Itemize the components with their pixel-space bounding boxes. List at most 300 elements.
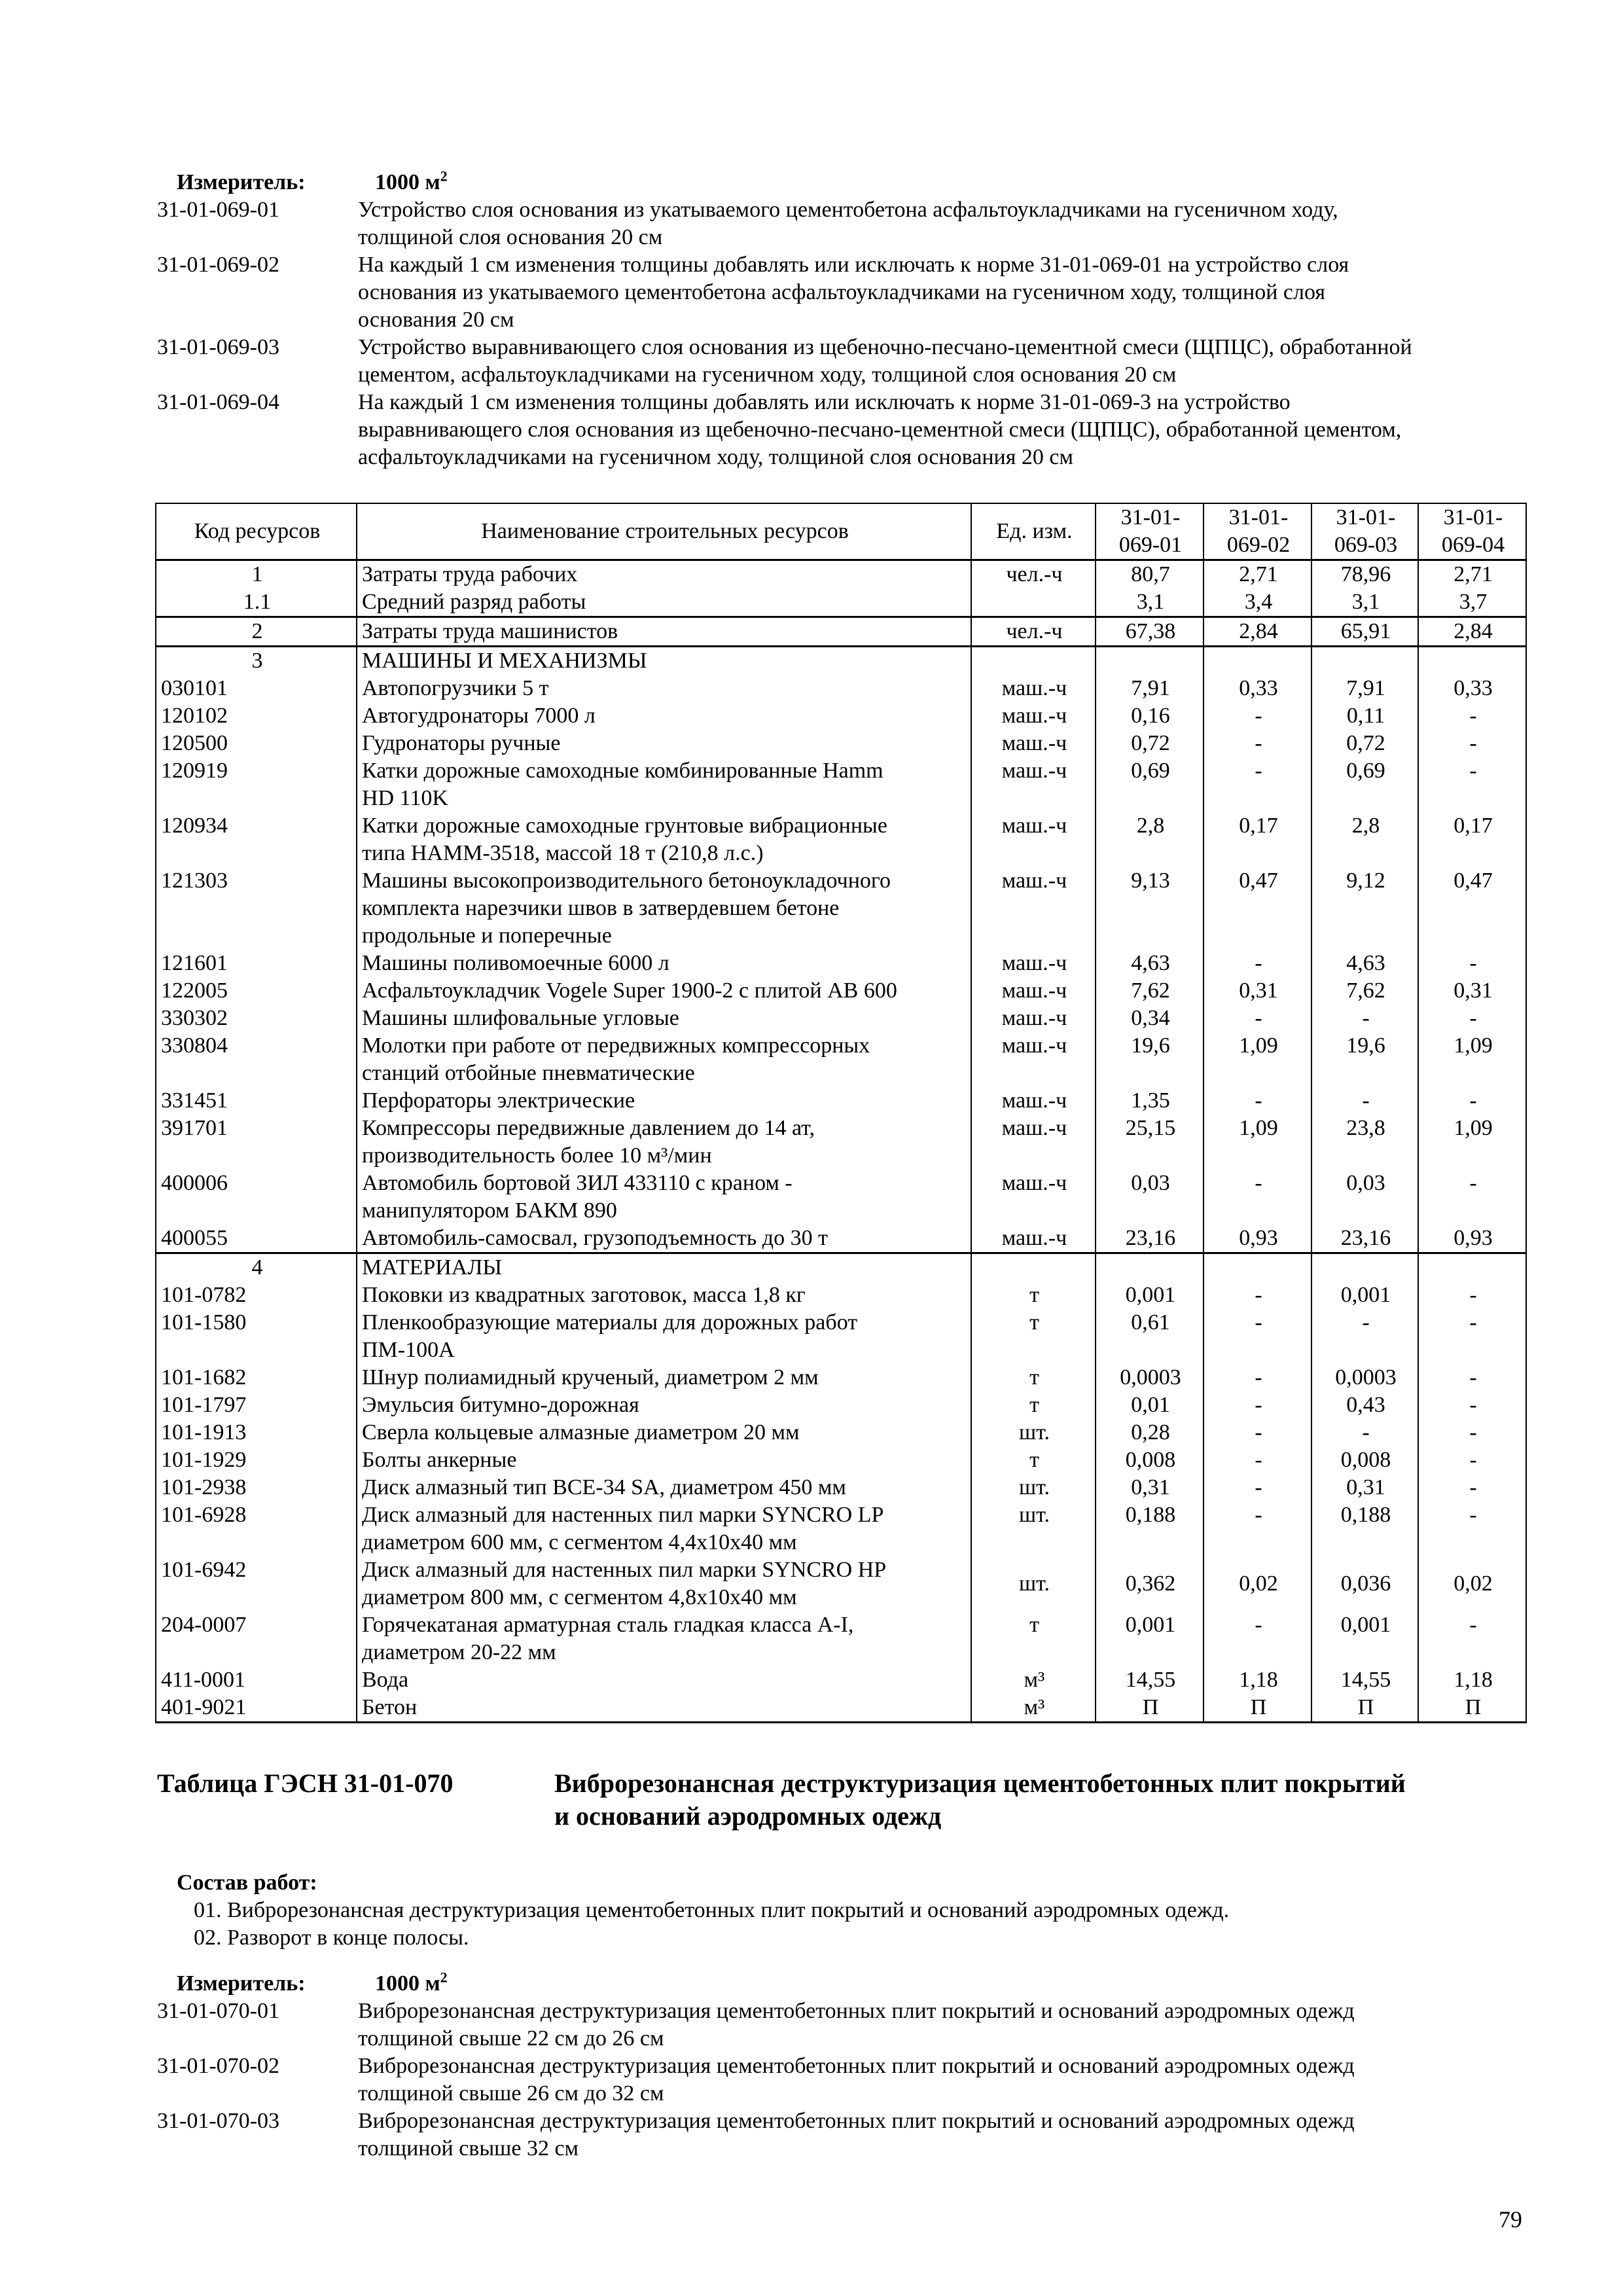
resource-value: -	[1311, 1419, 1418, 1446]
resource-value: -	[1418, 1446, 1526, 1474]
norm-entry	[157, 196, 1510, 251]
table-row	[156, 1087, 1526, 1115]
resource-value: 0,11	[1311, 702, 1418, 730]
resource-name-line: Пленкообразующие материалы для дорожных работ	[362, 1310, 858, 1335]
resource-value: 1,18	[1418, 1666, 1526, 1694]
resource-code: 2	[156, 617, 357, 647]
resource-unit: т	[971, 1446, 1096, 1474]
resource-name	[357, 588, 971, 617]
resource-value: 0,43	[1311, 1391, 1418, 1419]
resource-value: 2,84	[1418, 617, 1526, 647]
resource-unit: маш.-ч	[971, 950, 1096, 977]
resource-code: 120919	[156, 757, 357, 812]
resource-value: 0,188	[1311, 1501, 1418, 1556]
norm-code: 31-01-069-04	[157, 390, 279, 414]
resource-name	[357, 1253, 971, 1282]
resource-value: П	[1418, 1694, 1526, 1723]
resource-unit: шт.	[971, 1474, 1096, 1501]
resource-name-line: диаметром 20-22 мм	[362, 1640, 556, 1664]
resource-value: 3,1	[1096, 588, 1204, 617]
table-row	[156, 812, 1526, 867]
work-item: 01. Виброрезонансная деструктуризация цементобетонных плит покрытий и оснований аэродромных одежд.	[194, 1898, 1230, 1922]
resource-value: 1,09	[1418, 1032, 1526, 1087]
resource-name-line: Автопогрузчики 5 т	[362, 676, 549, 700]
resource-value: -	[1204, 757, 1311, 812]
measure-row	[157, 1970, 1510, 1998]
header-code: Код ресурсов	[156, 503, 357, 560]
resource-name-line: Диск алмазный для настенных пил марки SYNCRO HP	[362, 1558, 887, 1582]
resource-value: -	[1204, 1611, 1311, 1666]
resource-code: 101-6942	[156, 1556, 357, 1611]
resource-value: -	[1204, 1364, 1311, 1391]
resource-unit: т	[971, 1611, 1096, 1666]
description-line: На каждый 1 см изменения толщины добавлять или исключать к норме 31-01-069-3 на устройство	[358, 390, 1291, 414]
work-composition-heading: Состав работ:	[177, 1871, 317, 1895]
resource-name-line: Затраты труда машинистов	[362, 619, 618, 643]
resource-value: 14,55	[1311, 1666, 1418, 1694]
resource-code: 1.1	[156, 588, 357, 617]
table-row	[156, 1694, 1526, 1723]
norm-entry	[157, 1998, 1510, 2053]
norm-code: 31-01-070-03	[157, 2109, 279, 2133]
resource-value: -	[1204, 730, 1311, 757]
resource-name-line: Эмульсия битумно-дорожная	[362, 1393, 639, 1417]
description-line: асфальтоукладчиками на гусеничном ходу, толщиной слоя основания 20 см	[358, 445, 1073, 469]
resource-name-line: Бетон	[362, 1695, 418, 1719]
resource-value: 0,33	[1204, 675, 1311, 702]
resources-body	[156, 560, 1526, 1723]
resource-value: 19,6	[1311, 1032, 1418, 1087]
page-number: 79	[1499, 2206, 1522, 2233]
resource-value: -	[1311, 1087, 1418, 1115]
resource-value: 2,71	[1204, 560, 1311, 589]
table-row	[156, 675, 1526, 702]
norm-description	[358, 334, 1510, 389]
description-line: Виброрезонансная деструктуризация цементобетонных плит покрытий и оснований аэродромных одежд	[358, 1999, 1355, 2023]
resource-name	[357, 950, 971, 977]
table-row	[156, 730, 1526, 757]
resource-unit: маш.-ч	[971, 702, 1096, 730]
resource-unit: маш.-ч	[971, 1032, 1096, 1087]
resource-value: 0,001	[1311, 1611, 1418, 1666]
header-col-1: 31-01- 069-01	[1096, 503, 1204, 560]
resource-code: 401-9021	[156, 1694, 357, 1723]
resource-name	[357, 560, 971, 589]
resource-value: 0,31	[1096, 1474, 1204, 1501]
resource-value: 0,34	[1096, 1005, 1204, 1032]
resource-name-line: Поковки из квадратных заготовок, масса 1,8 кг	[362, 1283, 806, 1307]
resource-value: -	[1418, 1005, 1526, 1032]
resource-value: 0,036	[1311, 1556, 1418, 1611]
resource-name	[357, 1087, 971, 1115]
resource-value: -	[1418, 1501, 1526, 1556]
table-caption: Виброрезонансная деструктуризация цементобетонных плит покрытий и оснований аэродромных одежд	[554, 1768, 1406, 1831]
norm-description	[358, 1998, 1510, 2053]
resource-name-line: комплекта нарезчики швов в затвердевшем бетоне	[362, 896, 840, 920]
resource-unit: м³	[971, 1666, 1096, 1694]
resource-name-line: Асфальтоукладчик Vogele Super 1900-2 с плитой AB 600	[362, 978, 897, 1003]
norm-code: 31-01-069-02	[157, 253, 279, 277]
resource-value: 0,02	[1418, 1556, 1526, 1611]
resource-value: 7,62	[1311, 977, 1418, 1005]
resource-value: 0,47	[1418, 867, 1526, 950]
resource-unit: маш.-ч	[971, 1005, 1096, 1032]
resource-unit: маш.-ч	[971, 757, 1096, 812]
resource-value: -	[1204, 1005, 1311, 1032]
resource-name-line: Молотки при работе от передвижных компрессорных	[362, 1033, 870, 1058]
description-line: Виброрезонансная деструктуризация цементобетонных плит покрытий и оснований аэродромных одежд	[358, 2109, 1355, 2133]
resource-value: 0,47	[1204, 867, 1311, 950]
resource-name-line: Затраты труда рабочих	[362, 562, 578, 586]
table-row	[156, 867, 1526, 950]
table-row	[156, 1253, 1526, 1282]
header-unit: Ед. изм.	[971, 503, 1096, 560]
resource-value: 0,61	[1096, 1309, 1204, 1364]
table-row	[156, 977, 1526, 1005]
resource-value: 0,01	[1096, 1391, 1204, 1419]
resource-unit: т	[971, 1391, 1096, 1419]
resource-name	[357, 1170, 971, 1225]
resource-code: 101-1580	[156, 1309, 357, 1364]
table-row	[156, 588, 1526, 617]
table-row	[156, 1556, 1526, 1611]
measure-value: 1000 $м^2$	[375, 168, 448, 194]
resource-name-line: Болты анкерные	[362, 1448, 517, 1472]
resource-value: -	[1204, 1391, 1311, 1419]
resource-name-line: Машины высокопроизводительного бетоноукладочного	[362, 869, 891, 893]
resource-value: 1,09	[1204, 1032, 1311, 1087]
resource-code: 400006	[156, 1170, 357, 1225]
resource-name-line: Катки дорожные самоходные комбинированные Hamm	[362, 759, 883, 783]
table-row	[156, 1282, 1526, 1309]
resource-code: 120500	[156, 730, 357, 757]
resource-name	[357, 1309, 971, 1364]
resource-value: 0,0003	[1096, 1364, 1204, 1391]
resource-code: 1	[156, 560, 357, 589]
resource-value: -	[1311, 1005, 1418, 1032]
resource-value	[1311, 647, 1418, 675]
resource-name-line: Диск алмазный для настенных пил марки SYNCRO LP	[362, 1503, 884, 1527]
resource-value: 19,6	[1096, 1032, 1204, 1087]
resource-value: 0,008	[1096, 1446, 1204, 1474]
resource-value: 0,93	[1204, 1225, 1311, 1253]
norm-description	[358, 389, 1510, 471]
resource-value: 0,33	[1418, 675, 1526, 702]
resource-value: 65,91	[1311, 617, 1418, 647]
table-title	[157, 1767, 1536, 1833]
resource-value: 0,001	[1311, 1282, 1418, 1309]
resource-value: 4,63	[1096, 950, 1204, 977]
table-row	[156, 1446, 1526, 1474]
resource-value: -	[1418, 1364, 1526, 1391]
norm-description	[358, 196, 1510, 251]
resource-value: 1,09	[1204, 1115, 1311, 1170]
resource-code: 122005	[156, 977, 357, 1005]
resource-name	[357, 1611, 971, 1666]
resource-name	[357, 1501, 971, 1556]
resource-value: П	[1311, 1694, 1418, 1723]
table-row	[156, 1115, 1526, 1170]
table-row	[156, 647, 1526, 675]
resource-value: П	[1096, 1694, 1204, 1723]
resource-value: 0,008	[1311, 1446, 1418, 1474]
measure-row	[157, 169, 1510, 196]
resource-value: 0,31	[1418, 977, 1526, 1005]
table-row	[156, 560, 1526, 589]
resource-unit: маш.-ч	[971, 867, 1096, 950]
measure-value: 1000 $м^2$	[375, 1969, 448, 1996]
resource-value: 0,72	[1096, 730, 1204, 757]
table-row	[156, 702, 1526, 730]
table-row	[156, 950, 1526, 977]
norm-code: 31-01-070-02	[157, 2054, 279, 2078]
table-row	[156, 757, 1526, 812]
resource-name	[357, 757, 971, 812]
norm-entry	[157, 334, 1510, 389]
resource-name	[357, 1419, 971, 1446]
norm-description	[358, 251, 1510, 334]
resource-name-line: ПМ-100А	[362, 1338, 455, 1362]
resource-unit: маш.-ч	[971, 1170, 1096, 1225]
resource-value: 3,1	[1311, 588, 1418, 617]
resource-value: -	[1418, 702, 1526, 730]
resource-unit: т	[971, 1309, 1096, 1364]
description-line: На каждый 1 см изменения толщины добавлять или исключать к норме 31-01-069-01 на устройство слоя	[358, 253, 1349, 277]
resource-value: 0,17	[1204, 812, 1311, 867]
resource-name-line: МАШИНЫ И МЕХАНИЗМЫ	[362, 649, 647, 673]
resource-value: 2,8	[1096, 812, 1204, 867]
resource-value: -	[1418, 757, 1526, 812]
resource-name-line: Перфораторы электрические	[362, 1088, 635, 1113]
table-row	[156, 1666, 1526, 1694]
norm-list-069	[157, 169, 1510, 471]
table-row	[156, 1474, 1526, 1501]
resource-value	[1418, 1253, 1526, 1282]
description-line: Виброрезонансная деструктуризация цементобетонных плит покрытий и оснований аэродромных одежд	[358, 2054, 1355, 2078]
norm-description	[358, 2108, 1510, 2162]
norm-entries	[157, 196, 1510, 471]
resource-value: 0,69	[1311, 757, 1418, 812]
resource-unit	[971, 588, 1096, 617]
resource-value: 7,91	[1096, 675, 1204, 702]
description-line: толщиной свыше 22 см до 26 см	[358, 2026, 664, 2051]
resource-name-line: Катки дорожные самоходные грунтовые вибрационные	[362, 814, 887, 838]
resource-name-line: Компрессоры передвижные давлением до 14 ат,	[362, 1116, 815, 1140]
resource-value: 0,93	[1418, 1225, 1526, 1253]
header-col-3: 31-01- 069-03	[1311, 503, 1418, 560]
table-row	[156, 1225, 1526, 1253]
resource-name-line: Автогудронаторы 7000 л	[362, 704, 596, 728]
resource-name-line: Машины поливомоечные 6000 л	[362, 951, 669, 975]
resource-value: -	[1204, 1501, 1311, 1556]
resource-name-line: Вода	[362, 1668, 409, 1692]
resource-name-line: Машины шлифовальные угловые	[362, 1006, 679, 1030]
resource-code: 101-6928	[156, 1501, 357, 1556]
resource-code: 101-1913	[156, 1419, 357, 1446]
resource-code: 120934	[156, 812, 357, 867]
table-row	[156, 1391, 1526, 1419]
resource-name-line: диаметром 600 мм, с сегментом 4,4x10x40 мм	[362, 1530, 797, 1554]
resource-name	[357, 1556, 971, 1611]
resource-name-line: Автомобиль-самосвал, грузоподъемность до 30 т	[362, 1226, 828, 1250]
resource-value: 0,001	[1096, 1611, 1204, 1666]
resource-value: 0,03	[1096, 1170, 1204, 1225]
resource-unit: маш.-ч	[971, 730, 1096, 757]
resource-unit: шт.	[971, 1419, 1096, 1446]
resource-code: 331451	[156, 1087, 357, 1115]
work-item: 02. Разворот в конце полосы.	[194, 1926, 469, 1950]
norm-entry	[157, 2053, 1510, 2108]
resource-value: 0,16	[1096, 702, 1204, 730]
resource-value: -	[1418, 1087, 1526, 1115]
resource-code: 101-0782	[156, 1282, 357, 1309]
resource-value: 0,188	[1096, 1501, 1204, 1556]
resource-value: 3,7	[1418, 588, 1526, 617]
work-composition	[177, 1869, 1229, 1952]
resource-name-line: станций отбойные пневматические	[362, 1061, 695, 1085]
table-row	[156, 1309, 1526, 1364]
resource-unit: м³	[971, 1694, 1096, 1723]
description-line: Устройство слоя основания из укатываемого цементобетона асфальтоукладчиками на гусеничном ходу,	[358, 198, 1338, 222]
resource-value: -	[1204, 950, 1311, 977]
resource-value: 0,362	[1096, 1556, 1204, 1611]
norm-entry	[157, 2108, 1510, 2162]
resource-value: 7,91	[1311, 675, 1418, 702]
resource-code: 391701	[156, 1115, 357, 1170]
norm-code: 31-01-070-01	[157, 1999, 279, 2023]
resource-unit: шт.	[971, 1501, 1096, 1556]
resource-value: -	[1204, 1419, 1311, 1446]
resource-value: 80,7	[1096, 560, 1204, 589]
resource-name-line: диаметром 800 мм, с сегментом 4,8x10x40 мм	[362, 1585, 797, 1609]
resource-code: 330302	[156, 1005, 357, 1032]
resource-value: -	[1204, 1087, 1311, 1115]
resource-value: 0,001	[1096, 1282, 1204, 1309]
resource-name	[357, 730, 971, 757]
resource-value: 23,16	[1311, 1225, 1418, 1253]
table-number: Таблица ГЭСН 31-01-070	[157, 1768, 454, 1798]
resource-value: 9,13	[1096, 867, 1204, 950]
table-row	[156, 1005, 1526, 1032]
resource-value: 0,31	[1311, 1474, 1418, 1501]
resource-value: -	[1204, 1282, 1311, 1309]
resource-value: 25,15	[1096, 1115, 1204, 1170]
measure-label: Измеритель:	[177, 1971, 306, 1996]
resource-name	[357, 1694, 971, 1723]
resource-value: -	[1418, 1282, 1526, 1309]
resource-code: 4	[156, 1253, 357, 1282]
description-line: толщиной свыше 26 см до 32 см	[358, 2081, 664, 2106]
table-row	[156, 1364, 1526, 1391]
resource-value: 0,17	[1418, 812, 1526, 867]
resource-value: -	[1418, 1391, 1526, 1419]
resource-name-line: производительность более 10 м³/мин	[362, 1143, 712, 1168]
resource-name-line: продольные и поперечные	[362, 924, 612, 948]
norm-code: 31-01-069-01	[157, 198, 279, 222]
resource-value: 2,8	[1311, 812, 1418, 867]
resource-value: -	[1418, 1611, 1526, 1666]
resource-code: 101-1797	[156, 1391, 357, 1419]
resource-code: 204-0007	[156, 1611, 357, 1666]
resource-value: 0,31	[1204, 977, 1311, 1005]
resource-unit: т	[971, 1364, 1096, 1391]
table-header-row	[156, 503, 1526, 560]
resource-name	[357, 1282, 971, 1309]
resource-name	[357, 867, 971, 950]
resource-name-line: Средний разряд работы	[362, 590, 586, 614]
resource-name-line: Гудронаторы ручные	[362, 731, 561, 755]
resource-code: 101-1929	[156, 1446, 357, 1474]
resource-value: 0,28	[1096, 1419, 1204, 1446]
resource-value: -	[1418, 1309, 1526, 1364]
resource-name	[357, 1666, 971, 1694]
measure-label: Измеритель:	[177, 170, 306, 194]
resource-name	[357, 1225, 971, 1253]
resource-value: -	[1311, 1309, 1418, 1364]
resource-value: 3,4	[1204, 588, 1311, 617]
resource-value: 67,38	[1096, 617, 1204, 647]
resource-name-line: HD 110K	[362, 786, 448, 810]
resource-unit: маш.-ч	[971, 812, 1096, 867]
resource-unit: маш.-ч	[971, 1225, 1096, 1253]
resource-value: П	[1204, 1694, 1311, 1723]
norm-entry	[157, 251, 1510, 334]
resource-code: 3	[156, 647, 357, 675]
table-row	[156, 1032, 1526, 1087]
resource-value: -	[1204, 1446, 1311, 1474]
resource-name	[357, 812, 971, 867]
resource-value: 1,18	[1204, 1666, 1311, 1694]
resource-name	[357, 977, 971, 1005]
description-line: толщиной слоя основания 20 см	[358, 225, 663, 249]
norm-entry	[157, 389, 1510, 471]
resource-code: 030101	[156, 675, 357, 702]
resource-value	[1311, 1253, 1418, 1282]
table-row	[156, 1501, 1526, 1556]
description-line: выравнивающего слоя основания из щебеночно-песчано-цементной смеси (ЩПЦС), обработанной цементом,	[358, 418, 1402, 442]
norm-description	[358, 2053, 1510, 2108]
resource-unit	[971, 647, 1096, 675]
resource-unit: шт.	[971, 1556, 1096, 1611]
resource-value: 2,71	[1418, 560, 1526, 589]
resource-value: 9,12	[1311, 867, 1418, 950]
resource-unit: т	[971, 1282, 1096, 1309]
header-name: Наименование строительных ресурсов	[357, 503, 971, 560]
resource-name-line: Шнур полиамидный крученый, диаметром 2 мм	[362, 1365, 819, 1390]
resource-value: 2,84	[1204, 617, 1311, 647]
resource-code: 101-2938	[156, 1474, 357, 1501]
resource-name	[357, 675, 971, 702]
description-line: основания 20 см	[358, 308, 514, 332]
header-col-2: 31-01- 069-02	[1204, 503, 1311, 560]
resource-code: 411-0001	[156, 1666, 357, 1694]
resource-value: 23,8	[1311, 1115, 1418, 1170]
resource-name	[357, 1446, 971, 1474]
resource-value: 1,09	[1418, 1115, 1526, 1170]
resource-name	[357, 1115, 971, 1170]
description-line: цементом, асфальтоукладчиками на гусеничном ходу, толщиной слоя основания 20 см	[358, 363, 1177, 387]
resource-unit: маш.-ч	[971, 977, 1096, 1005]
resource-code: 400055	[156, 1225, 357, 1253]
resource-name	[357, 1005, 971, 1032]
resource-value: -	[1204, 1474, 1311, 1501]
resource-code: 121601	[156, 950, 357, 977]
resource-unit: маш.-ч	[971, 1115, 1096, 1170]
resource-value: -	[1418, 1474, 1526, 1501]
header-col-4: 31-01- 069-04	[1418, 503, 1526, 560]
description-line: основания из укатываемого цементобетона асфальтоукладчиками на гусеничном ходу, толщиной слоя	[358, 280, 1325, 304]
table-row	[156, 1611, 1526, 1666]
